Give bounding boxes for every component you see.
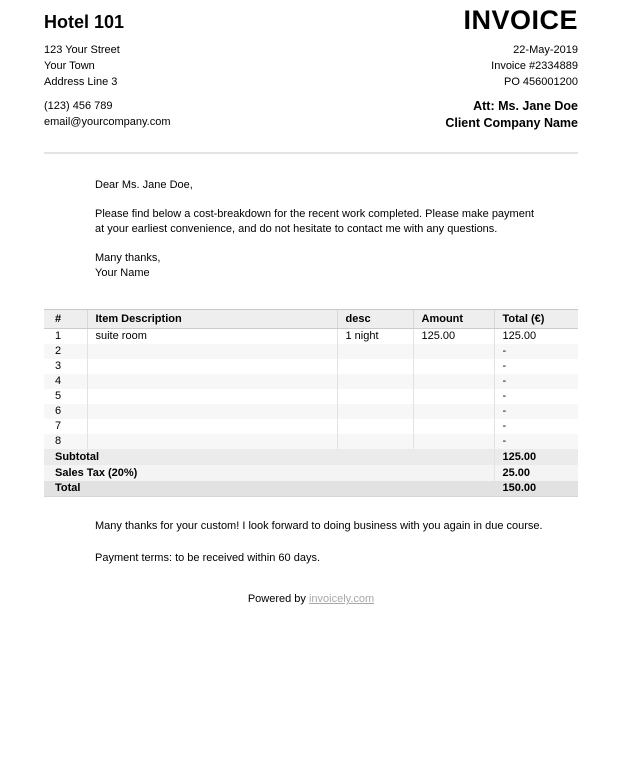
summary-row <box>44 465 578 481</box>
desc-cell: 1 night <box>337 329 413 344</box>
row-number-cell: 4 <box>55 375 62 387</box>
line-items-table <box>44 309 578 497</box>
table-row <box>44 434 578 449</box>
item-description-cell <box>87 374 337 389</box>
total-cell: - <box>494 344 578 359</box>
letter-line-2: at your earliest convenience, and do not hesitate to contact me with any questions. <box>95 223 498 235</box>
total-cell: - <box>494 404 578 419</box>
letter-body <box>95 178 578 281</box>
invoice-meta <box>445 42 578 90</box>
amount-cell: 125.00 <box>413 329 494 344</box>
summary-value: 25.00 <box>494 465 578 481</box>
desc-cell <box>337 359 413 374</box>
invoice-header <box>44 0 578 132</box>
closing-block <box>95 251 578 281</box>
salutation: Dear Ms. Jane Doe, <box>95 179 193 191</box>
phone-number: (123) 456 789 <box>44 100 113 112</box>
amount-cell <box>413 434 494 449</box>
summary-label: Sales Tax (20%) <box>55 466 138 479</box>
invoice-date: 22-May-2019 <box>513 44 578 56</box>
invoice-table-body <box>44 329 578 497</box>
total-cell: 125.00 <box>494 329 578 344</box>
company-name: Hotel 101 <box>44 12 125 32</box>
table-header-row <box>44 310 578 329</box>
row-number-cell: 7 <box>55 420 62 432</box>
desc-cell <box>337 404 413 419</box>
row-number-cell: 3 <box>55 360 62 372</box>
row-number-cell: 5 <box>55 390 62 402</box>
payment-terms-note: Payment terms: to be received within 60 days. <box>95 552 320 564</box>
powered-by <box>44 593 578 605</box>
item-description-cell <box>87 359 337 374</box>
summary-value: 125.00 <box>494 449 578 465</box>
desc-cell <box>337 389 413 404</box>
total-cell: - <box>494 359 578 374</box>
desc-cell <box>337 434 413 449</box>
amount-cell <box>413 344 494 359</box>
document-title: INVOICE <box>463 5 578 35</box>
total-cell: - <box>494 389 578 404</box>
table-row <box>44 329 578 344</box>
sender-block <box>44 10 171 130</box>
amount-cell <box>413 389 494 404</box>
invoice-meta-block <box>445 5 578 132</box>
column-header-number: # <box>44 310 87 329</box>
client-company-name: Client Company Name <box>445 116 578 130</box>
desc-cell <box>337 419 413 434</box>
sender-contact <box>44 98 171 130</box>
column-header-desc: desc <box>337 310 413 329</box>
item-description-cell <box>87 419 337 434</box>
table-row <box>44 359 578 374</box>
total-cell: - <box>494 374 578 389</box>
header-divider <box>44 152 578 154</box>
summary-row <box>44 481 578 497</box>
attention-line: Att: Ms. Jane Doe <box>473 99 578 113</box>
total-cell: - <box>494 419 578 434</box>
amount-cell <box>413 359 494 374</box>
row-number-cell: 2 <box>55 345 62 357</box>
table-row <box>44 389 578 404</box>
closing-line: Many thanks, <box>95 252 161 264</box>
item-description-cell <box>87 389 337 404</box>
table-row <box>44 374 578 389</box>
po-number: PO 456001200 <box>503 76 578 88</box>
signature-line: Your Name <box>95 267 150 279</box>
client-block <box>445 98 578 132</box>
email-address: email@yourcompany.com <box>44 116 171 128</box>
amount-cell <box>413 374 494 389</box>
thanks-note: Many thanks for your custom! I look forward to doing business with you again in due course. <box>95 520 543 532</box>
letter-paragraph <box>95 207 578 237</box>
item-description-cell <box>87 404 337 419</box>
powered-by-label: Powered by <box>247 593 306 605</box>
total-cell: - <box>494 434 578 449</box>
table-row <box>44 404 578 419</box>
invoice-number: Invoice #2334889 <box>491 60 578 72</box>
desc-cell <box>337 344 413 359</box>
item-description-cell: suite room <box>87 329 337 344</box>
table-row <box>44 344 578 359</box>
column-header-total: Total (€) <box>494 310 578 329</box>
address-line-3: Address Line 3 <box>44 76 118 88</box>
row-number-cell: 8 <box>55 435 62 447</box>
address-line-2: Your Town <box>44 60 95 72</box>
sender-address <box>44 42 171 90</box>
item-description-cell <box>87 344 337 359</box>
column-header-item-description: Item Description <box>87 310 337 329</box>
amount-cell <box>413 404 494 419</box>
item-description-cell <box>87 434 337 449</box>
summary-label: Total <box>44 481 494 497</box>
invoicely-link[interactable]: invoicely.com <box>308 593 375 605</box>
row-number-cell: 1 <box>55 330 62 343</box>
summary-row <box>44 449 578 465</box>
summary-label: Subtotal <box>55 450 99 463</box>
desc-cell <box>337 374 413 389</box>
summary-value: 150.00 <box>494 481 578 497</box>
amount-cell <box>413 419 494 434</box>
letter-line-1: Please find below a cost-breakdown for the recent work completed. Please make payment <box>95 208 535 220</box>
column-header-amount: Amount <box>413 310 494 329</box>
row-number-cell: 6 <box>55 405 62 417</box>
address-line-1: 123 Your Street <box>44 44 120 56</box>
table-row <box>44 419 578 434</box>
